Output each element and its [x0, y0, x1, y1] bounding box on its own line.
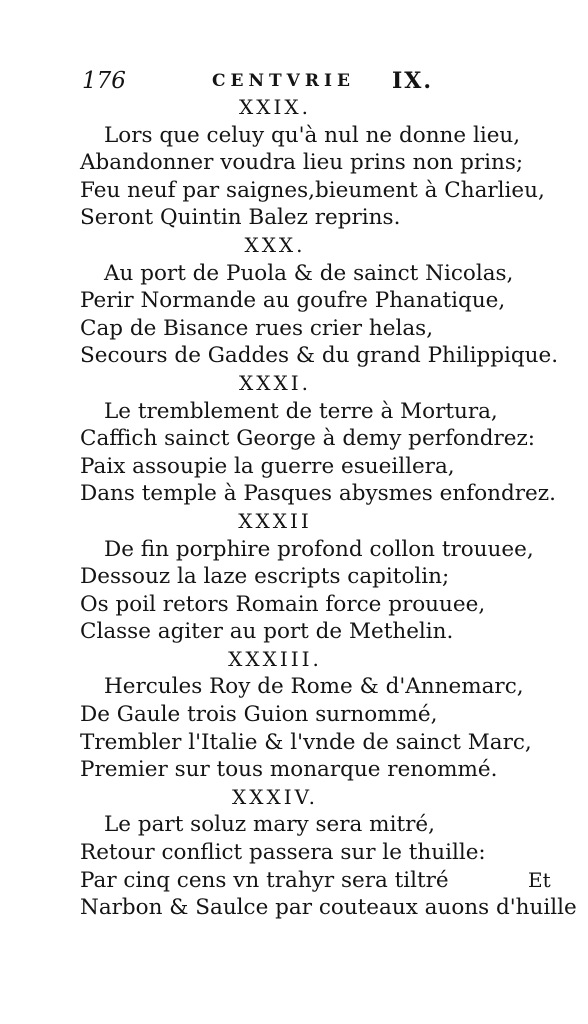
quatrain-32 — [80, 508, 560, 646]
verse-line: Dans temple à Pasques abysmes enfondrez. — [80, 481, 556, 507]
quatrain-34 — [80, 784, 577, 922]
catchword: Et — [528, 868, 551, 892]
verse-line: Abandonner voudra lieu prins non prins; — [80, 150, 524, 176]
quatrain-numeral: XXX. — [244, 232, 306, 257]
verse-line: Le part soluz mary sera mitré, — [104, 812, 435, 838]
verse-line: Au port de Puola & de sainct Nicolas, — [104, 260, 514, 286]
verse-line: Dessouz la laze escripts capitolin; — [80, 564, 450, 590]
verse-line: Secours de Gaddes & du grand Philippique. — [80, 343, 559, 369]
quatrain-numeral: XXIX. — [239, 95, 311, 119]
verse-line: Paix assoupie la guerre esueillera, — [80, 453, 455, 479]
running-head-number: IX. — [392, 68, 434, 94]
quatrain-numeral: XXXIV. — [232, 784, 318, 809]
verse-line: De Gaule trois Guion surnommé, — [80, 702, 438, 728]
quatrains — [80, 94, 577, 922]
verse-line: Classe agiter au port de Methelin. — [80, 619, 454, 645]
quatrain-33 — [80, 646, 560, 784]
verse-line: Retour conflict passera sur le thuille: — [80, 840, 486, 866]
verse-line: Par cinq cens vn trahyr sera tiltré — [80, 867, 449, 893]
verse-line: Lors que celuy qu'à nul ne donne lieu, — [104, 122, 521, 148]
quatrain-29 — [80, 94, 560, 232]
verse-line: Seront Quintin Balez reprins. — [80, 205, 401, 231]
verse-line: Hercules Roy de Rome & d'Annemarc, — [104, 674, 524, 700]
verse-line: Narbon & Saulce par couteaux auons d'huille — [80, 895, 577, 921]
quatrain-31 — [80, 370, 560, 508]
verse-line: Cap de Bisance rues crier helas, — [80, 315, 434, 341]
running-head: CENTVRIE — [212, 71, 355, 91]
quatrain-numeral: XXXII — [238, 508, 312, 533]
verse-line: Perir Normande au goufre Phanatique, — [80, 288, 506, 314]
verse-line: Caffich sainct George à demy perfondrez: — [80, 426, 536, 452]
quatrain-numeral: XXXI. — [239, 370, 311, 395]
verse-line: Le tremblement de terre à Mortura, — [104, 398, 498, 424]
verse-line: De fin porphire profond collon trouuee, — [104, 536, 534, 562]
quatrain-30 — [80, 232, 560, 370]
verse-line: Os poil retors Romain force prouuee, — [80, 591, 486, 617]
quatrain-numeral: XXXIII. — [228, 646, 322, 671]
page-number: 176 — [82, 68, 126, 94]
verse-line: Premier sur tous monarque renommé. — [80, 757, 498, 783]
verse-line: Trembler l'Italie & l'vnde de sainct Marc, — [80, 729, 532, 755]
verse-line: Feu neuf par saignes,bieument à Charlieu, — [80, 177, 545, 203]
